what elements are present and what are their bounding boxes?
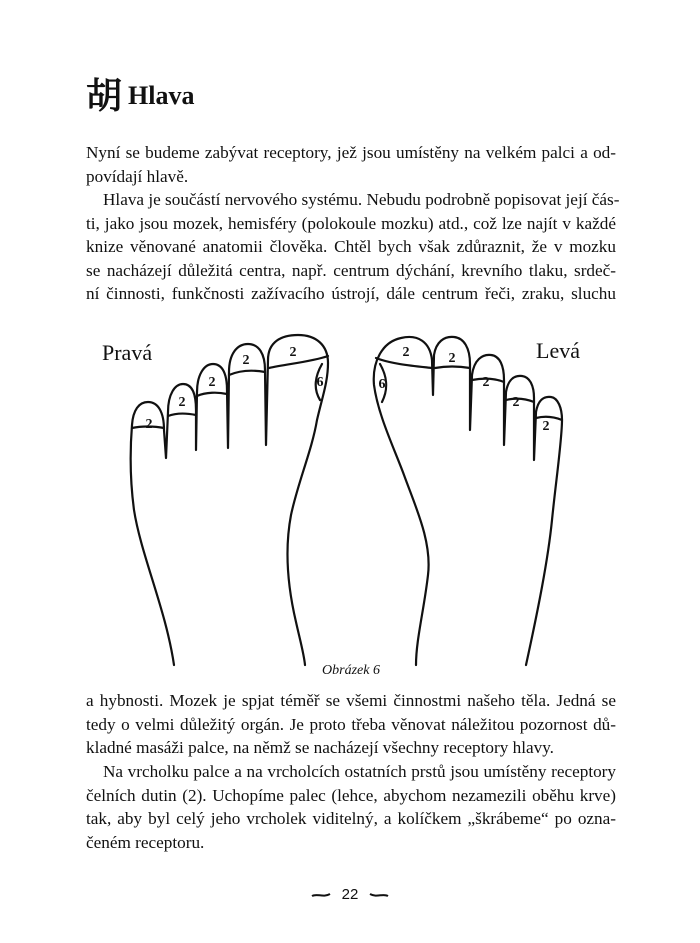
section-title: Hlava — [128, 81, 195, 110]
left-toe1-marker: 2 — [402, 345, 410, 360]
text-line: čeném receptoru. — [86, 832, 205, 852]
figure-caption: Obrázek 6 — [322, 663, 380, 678]
right-toe1-marker: 2 — [289, 345, 297, 360]
chinese-glyph-icon: 胡 — [86, 75, 123, 117]
right-toe4-tip-line — [168, 414, 196, 416]
right-toe3-marker: 2 — [208, 375, 216, 390]
text-line: čelních dutin (2). Uchopíme palec (lehce, abychom nezamezili oběhu krve) — [86, 785, 616, 805]
text-line: kladné masáži palce, na němž se nacházejí všechny receptory hlavy. — [86, 738, 554, 757]
paragraph-nervous-system — [86, 188, 620, 306]
left-toe1-side-marker: 6 — [378, 377, 386, 392]
left-foot-label: Levá — [536, 338, 580, 363]
text-line: Na vrcholku palce a na vrcholcích ostatních prstů jsou umístěny receptory — [103, 762, 616, 781]
paragraph-intro — [86, 141, 616, 188]
text-line: ní činnosti, funkčnosti zažívacího ústrojí, dále centrum řeči, zraku, sluchu — [86, 284, 616, 303]
text-line: tedy o velmi důležitý orgán. Je proto třeba věnovat náležitou pozornost dů- — [86, 714, 616, 734]
left-toe2-marker: 2 — [448, 351, 456, 366]
left-toe4-marker: 2 — [512, 395, 520, 410]
text-line: Hlava je součástí nervového systému. Nebudu podrobně popisovat její čás- — [103, 190, 620, 209]
text-line: povídají hlavě. — [86, 166, 189, 186]
paragraph-receptors — [86, 760, 616, 854]
text-line: Nyní se budeme zabývat receptory, jež jsou umístěny na velkém palci a od- — [86, 143, 616, 162]
left-foot-outline — [374, 337, 562, 665]
left-toe3-marker: 2 — [482, 375, 490, 390]
feet-figure — [86, 320, 616, 680]
feet-illustration — [86, 320, 616, 680]
right-toe5-marker: 2 — [145, 417, 153, 432]
text-line: a hybnosti. Mozek je spjat téměř se všemi činnostmi našeho těla. Jedná se — [86, 691, 616, 710]
page-number: 22 — [341, 886, 359, 903]
right-toe2-tip-line — [229, 371, 265, 375]
text-line: tak, aby byl celý jeho vrcholek viditelný, a kolíčkem „škrábeme“ po ozna- — [86, 809, 616, 828]
paragraph-brain — [86, 689, 616, 760]
right-toe1-tip-line — [269, 356, 328, 368]
left-toe5-marker: 2 — [542, 419, 550, 434]
right-toe3-tip-line — [197, 393, 227, 396]
left-toe2-tip-line — [435, 367, 470, 369]
right-ornament-icon — [369, 890, 389, 900]
right-foot-label: Pravá — [102, 340, 153, 365]
text-line: ti, jako jsou mozek, hemisféry (polokoule mozku) atd., což lze najít v každé — [86, 213, 616, 233]
left-toe4-tip-line — [506, 399, 534, 402]
right-toe2-marker: 2 — [242, 353, 250, 368]
right-foot-outline — [131, 335, 328, 665]
right-toe4-marker: 2 — [178, 395, 186, 410]
text-line: se nacházejí důležitá centra, např. centrum dýchání, krevního tlaku, srdeč- — [86, 260, 616, 280]
section-heading — [86, 74, 194, 118]
right-toe1-side-marker: 6 — [316, 375, 324, 390]
page-footer — [0, 886, 700, 903]
text-line: knize věnované anatomii člověka. Chtěl bych však zdůraznit, že v mozku — [86, 237, 616, 256]
left-ornament-icon — [311, 890, 331, 900]
